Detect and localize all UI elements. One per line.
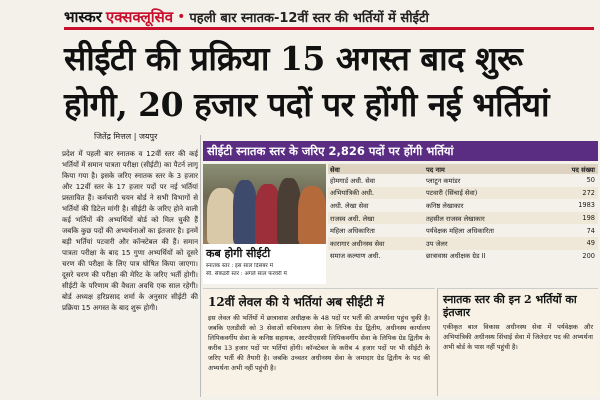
cell-count: 200 <box>582 251 595 260</box>
cell-post: प्लाटून कमांडर <box>426 176 461 185</box>
cell-post: पर्यवेक्षक महिला अधिकारिता <box>426 227 494 236</box>
cell-post: उप जेलर <box>424 237 556 250</box>
table-row <box>328 174 598 187</box>
cell-count: 74 <box>586 226 595 235</box>
cell-count: 1983 <box>578 201 595 210</box>
posts-table <box>328 164 598 262</box>
column-divider <box>200 135 201 397</box>
section-header <box>64 6 594 30</box>
table-row <box>328 212 598 225</box>
table-row <box>328 237 598 250</box>
table-row <box>328 224 598 237</box>
cell-service: अधी. लेखा सेवा <box>330 201 369 210</box>
headline-line-1: सीईटी की प्रक्रिया 15 अगस्त बाद शुरू <box>64 39 523 78</box>
column-header-service: सेवा <box>328 164 424 174</box>
byline: जितेंद्र मित्तल | जयपुर <box>94 132 158 141</box>
cell-service: अभियांत्रिकी अधी. <box>328 187 424 200</box>
box-graduate-text: एकीकृत बाल विकास अधीनस्थ सेवा में पर्यवेक्षक और अभियांत्रिकी अधीनस्थ सिंचाई सेवा में जिलेदार पद की अभ्यर्थना अभी बोर्ड के पास नहीं पहुंची है। <box>443 323 593 351</box>
headline-line-2: होगी, 20 हजार पदों पर होंगी नई भर्तियां <box>64 85 550 124</box>
box-graduate-title: स्नातक स्तर की इन 2 भर्तियों का इंतजार <box>443 293 577 319</box>
table-title-bar: सीईटी स्नातक स्तर के जरिए 2,826 पदों पर होंगी भर्तियां <box>203 141 598 161</box>
cell-count: 49 <box>556 237 598 250</box>
bullet-dot-icon: • <box>177 8 186 25</box>
table-header-row <box>328 164 598 174</box>
brand-name: भास्कर <box>64 7 102 26</box>
column-header-count: पद संख्या <box>556 164 598 174</box>
cell-service: होमगार्ड अधी. सेवा <box>330 176 376 185</box>
cell-service: महिला अधिकारिता <box>330 227 375 236</box>
cell-count: 272 <box>556 187 598 200</box>
kicker-text: पहली बार स्नातक-12वीं स्तर की भर्तियों में सीईटी <box>189 10 429 26</box>
box-graduate-level <box>437 288 598 396</box>
photo-caption-title: कब होगी सीईटी <box>206 247 271 260</box>
cell-service: समाज कल्याण अधी. <box>330 252 381 261</box>
cell-post: छात्रावास अधीक्षक ग्रेड II <box>426 252 486 261</box>
news-photo <box>203 164 326 244</box>
box-12th-title: 12वीं लेवल की ये भर्तियां अब सीईटी में <box>208 295 384 309</box>
cell-count: 198 <box>556 212 598 225</box>
cell-service: कारागार अधीनस्थ सेवा <box>328 237 424 250</box>
photo-caption <box>203 244 326 284</box>
photo-caption-line-2: सी. सेकंडरी स्तर : अगले साल फरवरी में <box>206 270 287 277</box>
cell-service: राजस्व अधी. लेखा <box>328 212 424 225</box>
column-header-post: पद नाम <box>424 164 556 174</box>
box-12th-level <box>203 288 435 396</box>
headline <box>64 36 598 128</box>
photo-caption-line-1: स्नातक स्तर : इस साल दिसंबर में <box>206 263 273 269</box>
box-12th-text: इस लेवल की भर्तियों में छात्रावास अधीक्षक के 48 पदों पर भर्ती की अभ्यर्थना पहुंच चुकी है। जबकि एलडीसी को 3 सेवाओं सचिवालय सेवा के लिपिक ग्रेड द्वितीय, अधीनस्थ कार्यालय लिपिकवर्गीय सेवा के कनिष्ठ सहायक, आरपीएससी लिपिकवर्गीय सेवा के लिपिक ग्रेड द्वितीय के करीब 13 हजार पदों पर भर्तियां होंगी। कॉन्स्टेबल के करीब 4 हजार पदों पर भी सीईटी के जरिए भर्ती की तैयारी है। जबकि उच्चतर अधीनस्थ सेवा के जमादार ग्रेड द्वितीय के पद की अभ्यर्थना अभी नहीं पहुंची है। <box>208 314 430 372</box>
cell-post: तहसील राजस्व लेखाकार <box>424 212 556 225</box>
exclusive-tag: एक्सक्लूसिव <box>105 7 174 26</box>
cell-post: पटवारी (सिंचाई सेवा) <box>424 187 556 200</box>
article-body: प्रदेश में पहली बार स्नातक व 12वीं स्तर की कई भर्तियों में समान पात्रता परीक्षा (सीईटी) का पैटर्न लागू किया गया है। इसके जरिए स्नातक स्तर के 3 हजार और 12वीं स्तर के 17 हजार पदों पर नई भर्तियां प्रस्तावित हैं। कर्मचारी चयन बोर्ड ने सभी विभागों से भर्तियों की डिटेल मांगी है। सीईटी के जरिए होने वाली कई भर्तियों की अभ्यर्थियों बोर्ड को मिल चुकी हैं जबकि कुछ पदों की अभ्यर्थनाओं का इंतजार है। इनमें बड़ी भर्तियां पटवारी और कॉन्स्टेबल की हैं। समान पात्रता परीक्षा के बाद 15 गुणा अभ्यर्थियों को दूसरे चरण की परीक्षा के लिए पात्र घोषित किया जाएगा। दूसरे चरण की परीक्षा की मेरिट के जरिए भर्ती होगी। सीईटी के परिणाम की वैधता अवधि एक साल रहेगी। बोर्ड अध्यक्ष हरिप्रसाद शर्मा के अनुसार सीईटी की प्रक्रिया 15 अगस्त के बाद शुरू होगी। <box>62 149 198 312</box>
table-row <box>328 187 598 200</box>
cell-count: 50 <box>586 176 595 185</box>
cell-post: कनिष्ठ लेखाकार <box>426 201 464 210</box>
table-row <box>328 250 598 263</box>
table-row <box>328 199 598 212</box>
